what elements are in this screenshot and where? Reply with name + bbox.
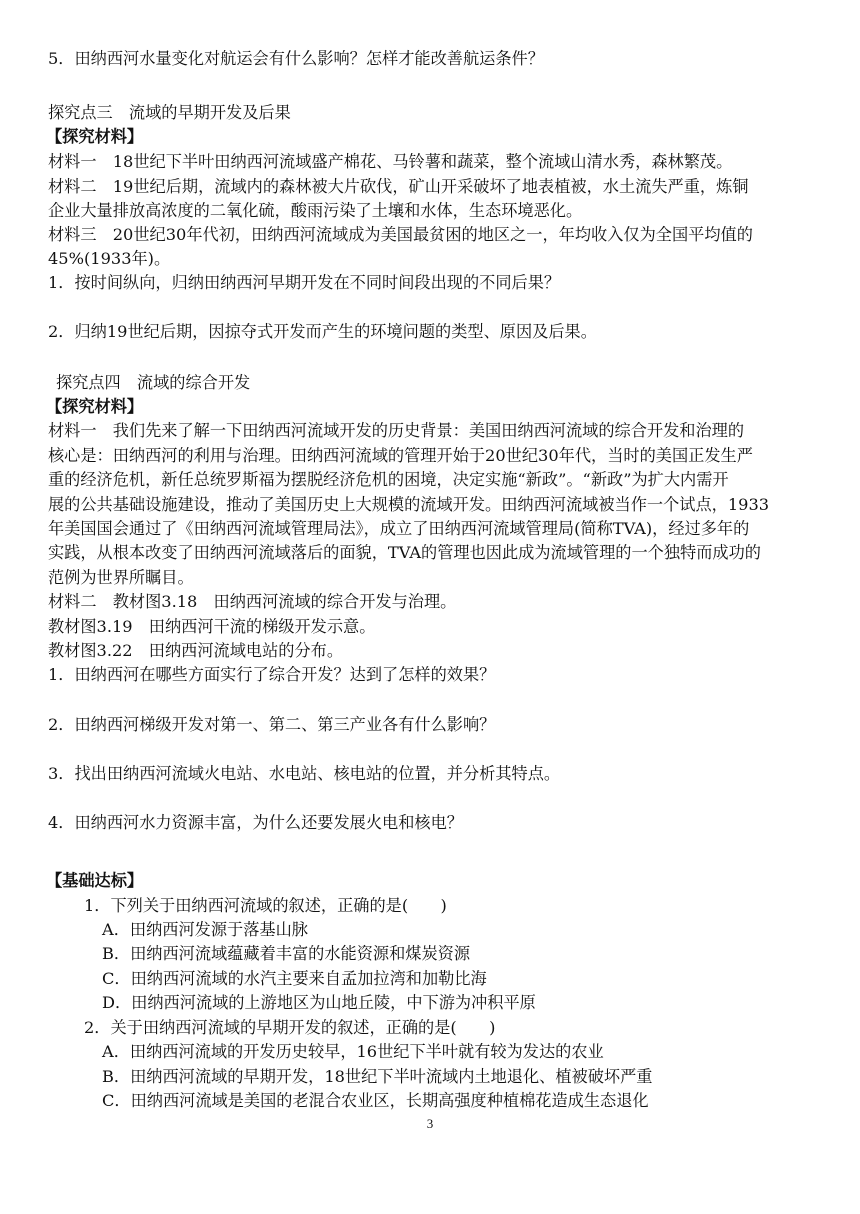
section-4-material-line: 材料二 教材图3.18 田纳西河流域的综合开发与治理。 — [48, 592, 457, 611]
section-3-materials-label: 【探究材料】 — [46, 127, 144, 146]
section-3-material-line: 45%(1933年)。 — [48, 249, 171, 268]
question-5: 5．田纳西河水量变化对航运会有什么影响？怎样才能改善航运条件？ — [48, 49, 544, 68]
page-number: 3 — [426, 1116, 434, 1131]
section-4-materials-label: 【探究材料】 — [46, 397, 144, 416]
basics-question-1-option: D．田纳西河流域的上游地区为山地丘陵，中下游为冲积平原 — [102, 993, 536, 1012]
basics-question-1-stem: 1．下列关于田纳西河流域的叙述，正确的是( ) — [84, 896, 447, 915]
section-3-material-line: 企业大量排放高浓度的二氧化硫，酸雨污染了土壤和水体，生态环境恶化。 — [48, 201, 583, 220]
basics-question-2-option: C．田纳西河流域是美国的老混合农业区，长期高强度种植棉花造成生态退化 — [102, 1091, 649, 1110]
section-4-material-line: 核心是：田纳西河的利用与治理。田纳西河流域的管理开始于20世纪30年代，当时的美国正发生严 — [48, 446, 753, 465]
section-4-material-line: 教材图3.19 田纳西河干流的梯级开发示意。 — [48, 617, 376, 636]
section-4-material-line: 教材图3.22 田纳西河流域电站的分布。 — [48, 641, 344, 660]
section-4-question-1: 1．田纳西河在哪些方面实行了综合开发？达到了怎样的效果？ — [48, 665, 496, 684]
section-3-material-line: 材料三 20世纪30年代初，田纳西河流域成为美国最贫困的地区之一，年均收入仅为全国平均值的 — [48, 225, 753, 244]
basics-question-2-option: B．田纳西河流域的早期开发，18世纪下半叶流域内土地退化、植被破坏严重 — [102, 1067, 653, 1086]
section-4-material-line: 重的经济危机，新任总统罗斯福为摆脱经济危机的困境，决定实施“新政”。“新政”为扩大内需开 — [48, 470, 729, 489]
basics-question-2-stem: 2．关于田纳西河流域的早期开发的叙述，正确的是( ) — [84, 1018, 496, 1037]
section-3-question-2: 2．归纳19世纪后期，因掠夺式开发而产生的环境问题的类型、原因及后果。 — [48, 322, 597, 341]
section-4-material-line: 实践，从根本改变了田纳西河流域落后的面貌，TVA的管理也因此成为流域管理的一个独特而成功的 — [48, 543, 761, 562]
section-4-question-2: 2．田纳西河梯级开发对第一、第二、第三产业各有什么影响？ — [48, 715, 496, 734]
section-4-title: 探究点四 流域的综合开发 — [56, 373, 251, 392]
section-3-material-line: 材料一 18世纪下半叶田纳西河流域盛产棉花、马铃薯和蔬菜，整个流域山清水秀，森林繁茂。 — [48, 152, 733, 171]
section-4-question-4: 4．田纳西河水力资源丰富，为什么还要发展火电和核电？ — [48, 813, 463, 832]
basics-question-1-option: C．田纳西河流域的水汽主要来自孟加拉湾和加勒比海 — [102, 969, 487, 988]
section-3-question-1: 1．按时间纵向，归纳田纳西河早期开发在不同时间段出现的不同后果？ — [48, 273, 561, 292]
section-4-material-line: 年美国国会通过了《田纳西河流域管理局法》，成立了田纳西河流域管理局(简称TVA)，经过多年的 — [48, 519, 750, 538]
basics-question-2-option: A．田纳西河流域的开发历史较早，16世纪下半叶就有较为发达的农业 — [102, 1042, 604, 1061]
section-4-question-3: 3．找出田纳西河流域火电站、水电站、核电站的位置，并分析其特点。 — [48, 764, 561, 783]
section-4-material-line: 展的公共基础设施建设，推动了美国历史上大规模的流域开发。田纳西河流域被当作一个试点，1933 — [48, 495, 770, 514]
section-3-title: 探究点三 流域的早期开发及后果 — [48, 103, 291, 122]
basics-question-1-option: A．田纳西河发源于落基山脉 — [102, 920, 308, 939]
basics-question-1-option: B．田纳西河流域蕴藏着丰富的水能资源和煤炭资源 — [102, 944, 471, 963]
section-3-material-line: 材料二 19世纪后期，流域内的森林被大片砍伐，矿山开采破坏了地表植被，水土流失严重，炼铜 — [48, 177, 749, 196]
basics-title: 【基础达标】 — [46, 871, 144, 890]
section-4-material-line: 范例为世界所瞩目。 — [48, 568, 194, 587]
section-4-material-line: 材料一 我们先来了解一下田纳西河流域开发的历史背景：美国田纳西河流域的综合开发和治理的 — [48, 421, 745, 440]
